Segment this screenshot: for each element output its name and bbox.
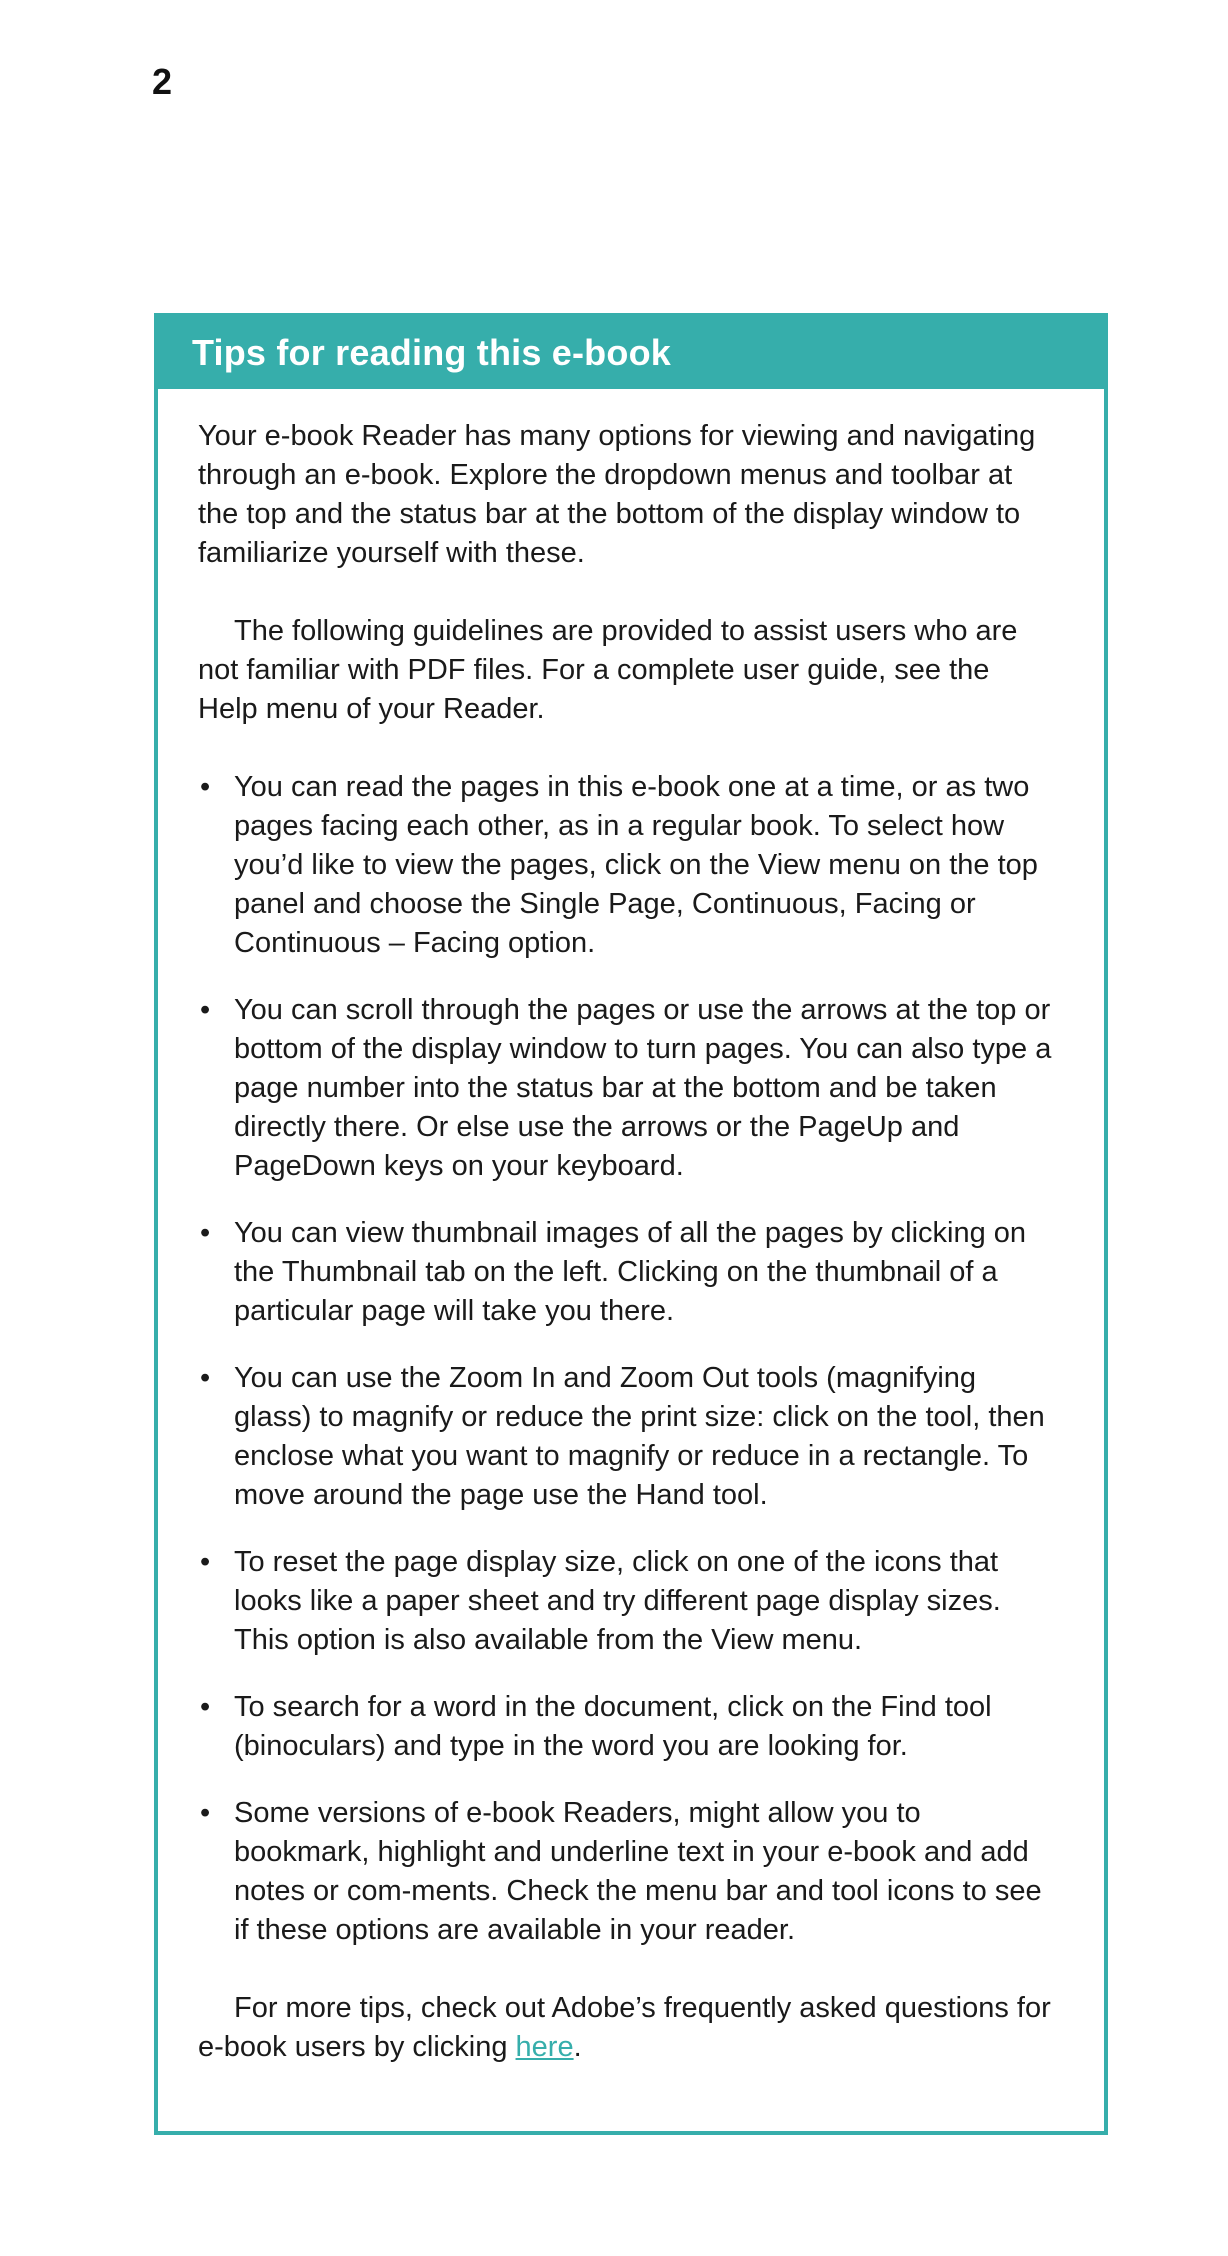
bullet-icon: •	[200, 1797, 211, 1829]
bullet-icon: •	[200, 1546, 211, 1578]
list-item-text: To reset the page display size, click on one of the icons that looks like a paper sheet and try different page display sizes. This option is also available from the View menu.	[234, 1546, 1001, 1656]
tips-box	[154, 313, 1108, 2135]
tips-title: Tips for reading this e-book	[158, 317, 1104, 389]
here-link[interactable]: here	[515, 2031, 574, 2063]
page-number: 2	[152, 61, 173, 102]
list-item	[198, 1794, 1054, 1950]
bullet-icon: •	[200, 1691, 211, 1723]
list-item-text: You can use the Zoom In and Zoom Out tools (magnifying glass) to magnify or reduce the print size: click on the tool, then enclose what you want to magnify or reduce in a rectangle. To move around the page use the Hand tool.	[234, 1362, 1045, 1511]
more-tips-prefix: For more tips, check out Adobe’s frequently asked questions for e-book users by clicking	[198, 1992, 1051, 2063]
list-item-text: You can read the pages in this e-book one at a time, or as two pages facing each other, as in a regular book. To select how you’d like to view the pages, click on the View menu on the top panel and choose the Single Page, Continuous, Facing or Continuous – Facing option.	[234, 771, 1038, 959]
list-item-text: Some versions of e-book Readers, might allow you to bookmark, highlight and underline text in your e-book and add notes or com-ments. Check the menu bar and tool icons to see if these options are available in your reader.	[234, 1797, 1042, 1946]
bullet-icon: •	[200, 1217, 211, 1249]
bullet-icon: •	[200, 771, 211, 803]
list-item	[198, 1543, 1054, 1660]
more-tips-paragraph	[198, 1989, 1054, 2067]
list-item	[198, 1688, 1054, 1766]
tips-list	[198, 768, 1054, 1950]
list-item	[198, 768, 1054, 963]
list-item	[198, 991, 1054, 1186]
list-item	[198, 1214, 1054, 1331]
bullet-icon: •	[200, 994, 211, 1026]
guidelines-paragraph: The following guidelines are provided to assist users who are not familiar with PDF files. For a complete user guide, see the Help menu of your Reader.	[198, 615, 1018, 725]
intro-paragraph: Your e-book Reader has many options for viewing and navigating through an e-book. Explore the dropdown menus and toolbar at the top and the status bar at the bottom of the display window to familiarize yourself with these.	[198, 420, 1036, 569]
more-tips-suffix: .	[573, 2031, 582, 2063]
bullet-icon: •	[200, 1362, 211, 1394]
list-item-text: You can view thumbnail images of all the pages by clicking on the Thumbnail tab on the left. Clicking on the thumbnail of a particular page will take you there.	[234, 1217, 1027, 1327]
tips-body	[158, 389, 1104, 2067]
list-item	[198, 1359, 1054, 1515]
list-item-text: To search for a word in the document, click on the Find tool (binoculars) and type in the word you are looking for.	[234, 1691, 992, 1762]
list-item-text: You can scroll through the pages or use the arrows at the top or bottom of the display window to turn pages. You can also type a page number into the status bar at the bottom and be taken directly there. Or else use the arrows or the PageUp and PageDown keys on your keyboard.	[234, 994, 1052, 1182]
